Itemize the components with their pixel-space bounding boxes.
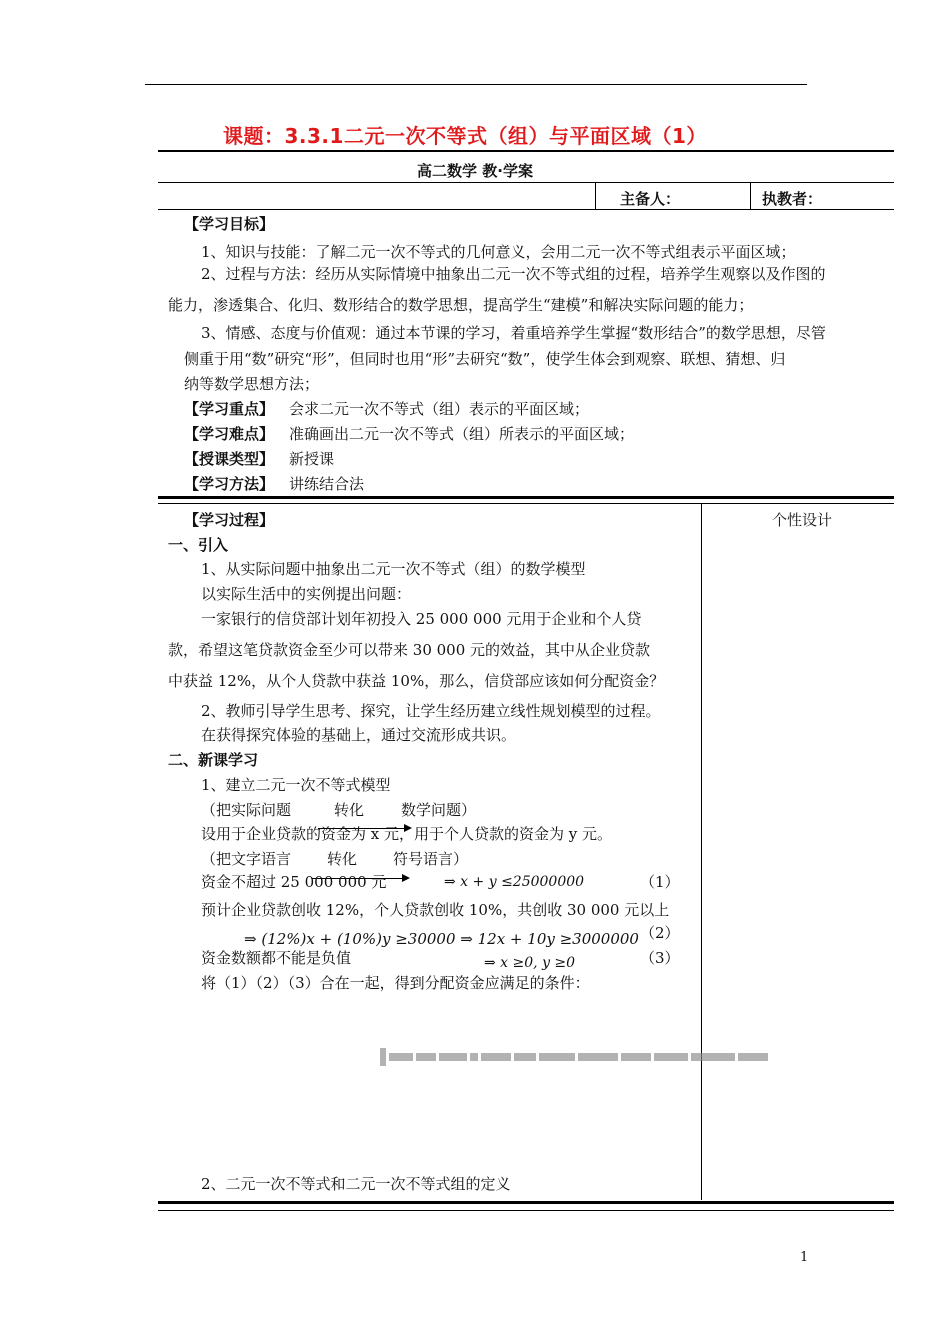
lesson-type-label: 【授课类型】 <box>184 450 275 468</box>
lesson-type-value: 新授课 <box>289 450 335 468</box>
body-line: 中获益 12%，从个人贷款中获益 10%，那么，信贷部应该如何分配资金？ <box>168 672 665 690</box>
table-top-rule <box>158 150 894 152</box>
objective-line: 3、情感、态度与价值观：通过本节课的学习，着重培养学生掌握“数形结合”的数学思想，尽管 <box>201 324 826 342</box>
objective-line: 1、知识与技能：了解二元一次不等式的几何意义，会用二元一次不等式组表示平面区域； <box>201 243 796 261</box>
body-line: 2、二元一次不等式和二元一次不等式组的定义 <box>201 1175 511 1193</box>
objectives-heading: 【学习目标】 <box>184 215 275 233</box>
body-line: 1、从实际问题中抽象出二元一次不等式（组）的数学模型 <box>201 560 586 578</box>
preparer-label: 主备人： <box>620 190 681 208</box>
teacher-label: 执教者： <box>762 190 823 208</box>
bottom-rule <box>158 1210 894 1211</box>
equation-number: （2） <box>640 924 680 942</box>
method-value: 讲练结合法 <box>289 475 365 493</box>
convert-text: 数学问题） <box>401 801 477 819</box>
difficulty-value: 准确画出二元一次不等式（组）所表示的平面区域； <box>289 425 635 443</box>
equation-number: （3） <box>640 949 680 967</box>
key-point-value: 会求二元一次不等式（组）表示的平面区域； <box>289 400 590 418</box>
header-rule <box>145 84 807 85</box>
equation-number: （1） <box>640 873 680 891</box>
side-heading: 个性设计 <box>772 511 833 529</box>
body-line: 1、建立二元一次不等式模型 <box>201 776 391 794</box>
table-rule <box>158 209 894 210</box>
convert-text: 符号语言） <box>393 850 469 868</box>
body-line: 在获得探究体验的基础上，通过交流形成共识。 <box>201 726 517 744</box>
convert-text: （把实际问题 <box>201 801 292 819</box>
body-line: 以实际生活中的实例提出问题： <box>201 585 412 603</box>
body-line: 一家银行的信贷部计划年初投入 25 000 000 元用于企业和个人贷 <box>201 610 642 628</box>
objective-line: 2、过程与方法：经历从实际情境中抽象出二元一次不等式组的过程，培养学生观察以及作图的 <box>201 265 826 283</box>
page-number: 1 <box>800 1250 809 1265</box>
section-rule <box>158 503 894 504</box>
convert-text: （把文字语言 <box>201 850 292 868</box>
condition-text: 资金数额都不能是负值 <box>201 949 352 967</box>
condition-math: ⇒ x ≥0, y ≥0 <box>484 955 576 971</box>
column-divider <box>701 503 702 1200</box>
body-line: 款，希望这笔贷款资金至少可以带来 30 000 元的效益，其中从企业贷款 <box>168 641 651 659</box>
convert-text: 转化 <box>327 850 358 868</box>
body-line: 设用于企业贷款的资金为 x 元，用于个人贷款的资金为 y 元。 <box>201 825 613 843</box>
condition-math: ⇒ (12%)x + (10%)y ≥30000 ⇒ 12x + 10y ≥3000000 <box>244 930 639 948</box>
condition-text: 预计企业贷款创收 12%，个人贷款创收 10%，共创收 30 000 元以上 <box>201 901 670 919</box>
objective-line: 纳等数学思想方法； <box>184 375 320 393</box>
condition-math: ⇒ x + y ≤25000000 <box>444 874 585 890</box>
objective-line: 能力，渗透集合、化归、数形结合的数学思想，提高学生“建模”和解决实际问题的能力； <box>168 296 754 314</box>
lesson-title: 课题：3.3.1二元一次不等式（组）与平面区域（1） <box>223 124 707 148</box>
table-rule <box>158 182 894 183</box>
objective-line: 侧重于用“数”研究“形”，但同时也用“形”去研究“数”，使学生体会到观察、联想、猜想、归 <box>184 350 786 368</box>
condition-text: 资金不超过 25 000 000 元 <box>201 873 387 891</box>
table-divider <box>750 182 751 209</box>
blurred-formula-image <box>380 1046 780 1068</box>
bottom-rule <box>158 1201 894 1204</box>
difficulty-label: 【学习难点】 <box>184 425 275 443</box>
section-rule <box>158 496 894 499</box>
body-line: 2、教师引导学生思考、探究，让学生经历建立线性规划模型的过程。 <box>201 702 661 720</box>
convert-text: 转化 <box>334 801 365 819</box>
body-line: 将（1）（2）（3）合在一起，得到分配资金应满足的条件： <box>201 974 590 992</box>
method-label: 【学习方法】 <box>184 475 275 493</box>
key-point-label: 【学习重点】 <box>184 400 275 418</box>
table-divider <box>595 182 596 209</box>
section-heading: 二、新课学习 <box>168 751 259 769</box>
subtitle: 高二数学 教·学案 <box>417 162 533 180</box>
section-heading: 一、引入 <box>168 536 229 554</box>
process-heading: 【学习过程】 <box>184 511 275 529</box>
